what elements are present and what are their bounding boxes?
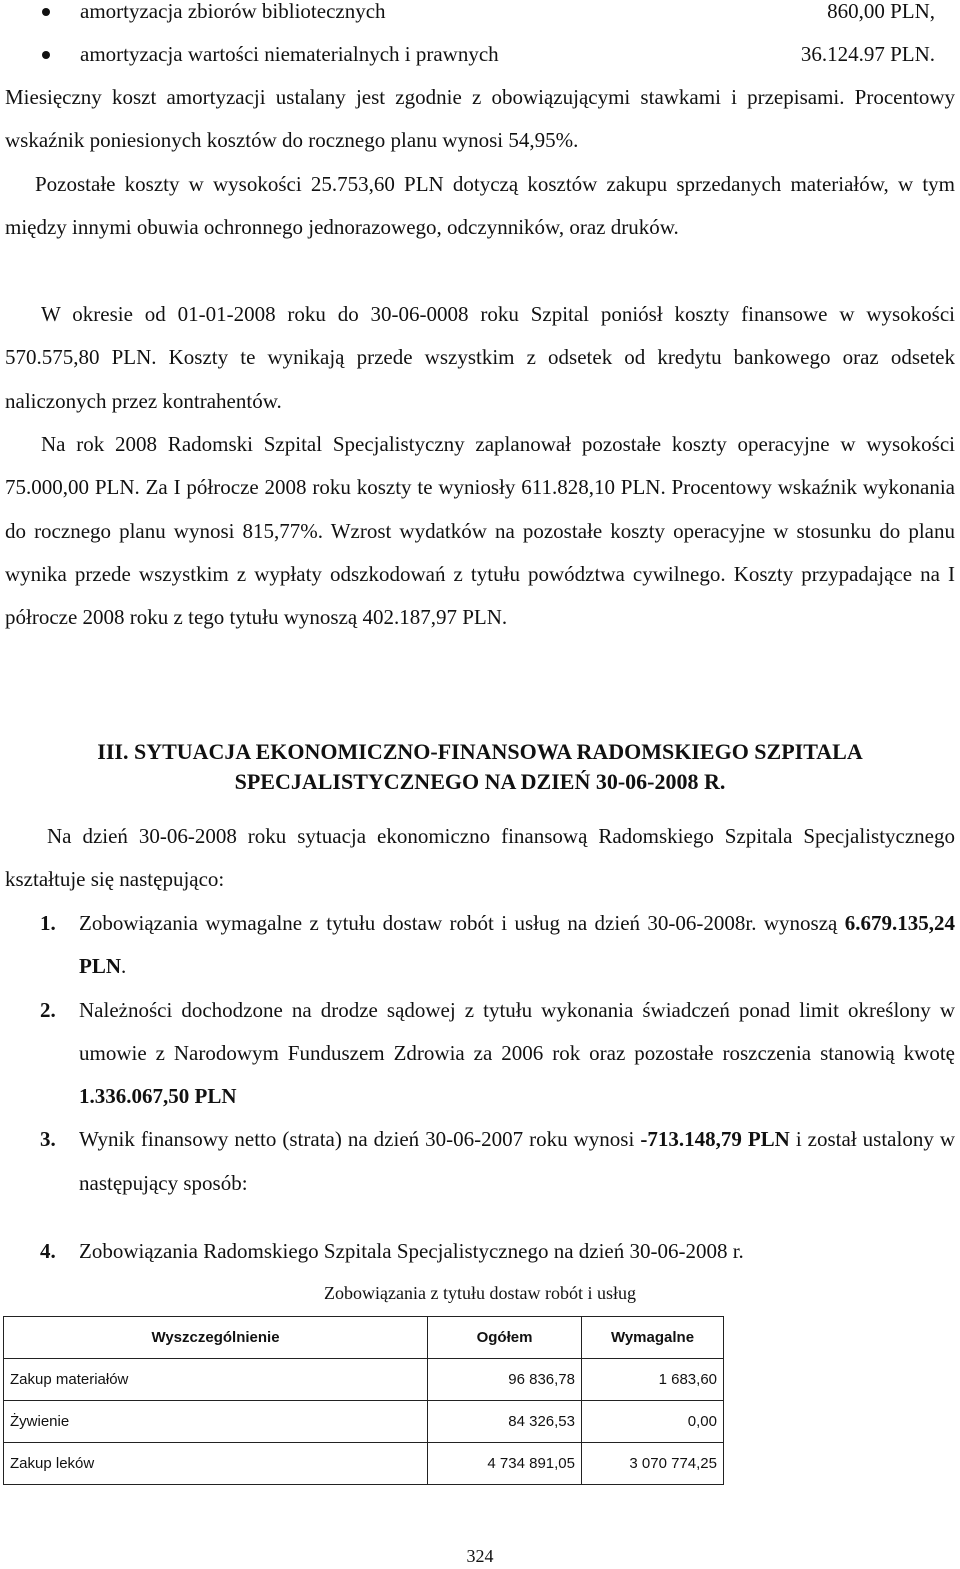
bullet-label: amortyzacja wartości niematerialnych i prawnych	[80, 42, 499, 66]
cell-description: Żywienie	[4, 1401, 428, 1443]
section-heading	[0, 737, 960, 797]
list-item-amount: 6.679.135,24 PLN	[79, 911, 955, 979]
cell-total: 4 734 891,05	[428, 1443, 582, 1485]
table-caption: Zobowiązania z tytułu dostaw robót i usług	[324, 1283, 636, 1303]
table-row	[4, 1401, 724, 1443]
bullet-value: 860,00 PLN,	[827, 0, 935, 23]
cell-due: 1 683,60	[582, 1359, 724, 1401]
column-header-due: Wymagalne	[582, 1317, 724, 1359]
column-header-total: Ogółem	[428, 1317, 582, 1359]
cell-due: 3 070 774,25	[582, 1443, 724, 1485]
list-item-amount: -713.148,79 PLN	[640, 1127, 790, 1152]
list-item-tail: i został ustalony w następujący sposób:	[79, 1127, 955, 1195]
liabilities-table	[3, 1316, 724, 1485]
section-heading-line2: SPECJALISTYCZNEGO NA DZIEŃ 30-06-2008 R.	[234, 769, 726, 794]
cell-total: 84 326,53	[428, 1401, 582, 1443]
paragraph-amortization-cost: Miesięczny koszt amortyzacji ustalany jest zgodnie z obowiązującymi stawkami i przepisami. Procentowy wskaźnik poniesionych kosztów do rocznego planu wynosi 54,95%.	[5, 85, 955, 153]
paragraph-financial-costs: W okresie od 01-01-2008 roku do 30-06-0008 roku Szpital poniósł koszty finansowe w wysokości 570.575,80 PLN. Koszty te wynikają przede wszystkim z odsetek od kredytu bankowego oraz odsetek naliczonych przez kontrahentów.	[5, 302, 955, 413]
table-row	[4, 1443, 724, 1485]
cell-description: Zakup materiałów	[4, 1359, 428, 1401]
bullet-value: 36.124.97 PLN.	[800, 42, 935, 66]
bullet-label: amortyzacja zbiorów bibliotecznych	[80, 0, 386, 23]
list-item-number: 2.	[40, 997, 56, 1022]
cell-total: 96 836,78	[428, 1359, 582, 1401]
column-header-description: Wyszczególnienie	[4, 1317, 428, 1359]
list-item	[0, 902, 955, 989]
numbered-list	[0, 902, 955, 1205]
list-item-text: Należności dochodzone na drodze sądowej z tytułu wykonania świadczeń ponad limit określony w umowie z Narodowym Funduszem Zdrowia za 2006 rok oraz pozostałe roszczenia stanowią kwotę	[79, 997, 955, 1065]
list-item-number: 4.	[40, 1239, 56, 1263]
page-number: 324	[466, 1546, 494, 1566]
section-heading-line1: III. SYTUACJA EKONOMICZNO-FINANSOWA RADOMSKIEGO SZPITALA	[97, 739, 863, 764]
cell-due: 0,00	[582, 1401, 724, 1443]
paragraph-other-costs: Pozostałe koszty w wysokości 25.753,60 PLN dotyczą kosztów zakupu sprzedanych materiałów, w tym między innymi obuwia ochronnego jednorazowego, odczynników, oraz druków.	[5, 172, 955, 240]
list-item-text: Wynik finansowy netto (strata) na dzień 30-06-2007 roku wynosi	[79, 1127, 641, 1152]
list-item-number: 3.	[40, 1127, 56, 1152]
list-item	[0, 1230, 955, 1273]
list-item-text: Zobowiązania wymagalne z tytułu dostaw robót i usług na dzień 30-06-2008r. wynoszą	[79, 911, 845, 935]
paragraph-operating-costs: Na rok 2008 Radomski Szpital Specjalistyczny zaplanował pozostałe koszty operacyjne w wysokości 75.000,00 PLN. Za I półrocze 2008 roku koszty te wyniosły 611.828,10 PLN. Procentowy wskaźnik wykonania do rocznego planu wynosi 815,77%. Wzrost wydatków na pozostałe koszty operacyjne w stosunku do planu wynika przede wszystkim z wypłaty odszkodowań z tytułu powództwa cywilnego. Koszty przypadające na I półrocze 2008 roku z tego tytułu wynoszą 402.187,97 PLN.	[5, 432, 955, 630]
bullet-dot-icon	[42, 8, 50, 16]
amortization-bullet-list	[0, 0, 935, 86]
list-item	[0, 1118, 955, 1205]
numbered-list-continued	[0, 1230, 955, 1273]
table-row	[4, 1359, 724, 1401]
bullet-item	[0, 0, 935, 43]
table-header-row	[4, 1317, 724, 1359]
bullet-dot-icon	[42, 51, 50, 59]
list-item-number: 1.	[40, 911, 56, 935]
list-item-tail: .	[121, 954, 127, 979]
list-item-amount: 1.336.067,50 PLN	[79, 1084, 237, 1109]
list-item-text: Zobowiązania Radomskiego Szpitala Specjalistycznego na dzień 30-06-2008 r.	[79, 1239, 744, 1263]
cell-description: Zakup leków	[4, 1443, 428, 1485]
paragraph-intro: Na dzień 30-06-2008 roku sytuacja ekonomiczno finansową Radomskiego Szpitala Specjalistycznego kształtuje się następująco:	[5, 824, 955, 892]
list-item	[0, 989, 955, 1119]
